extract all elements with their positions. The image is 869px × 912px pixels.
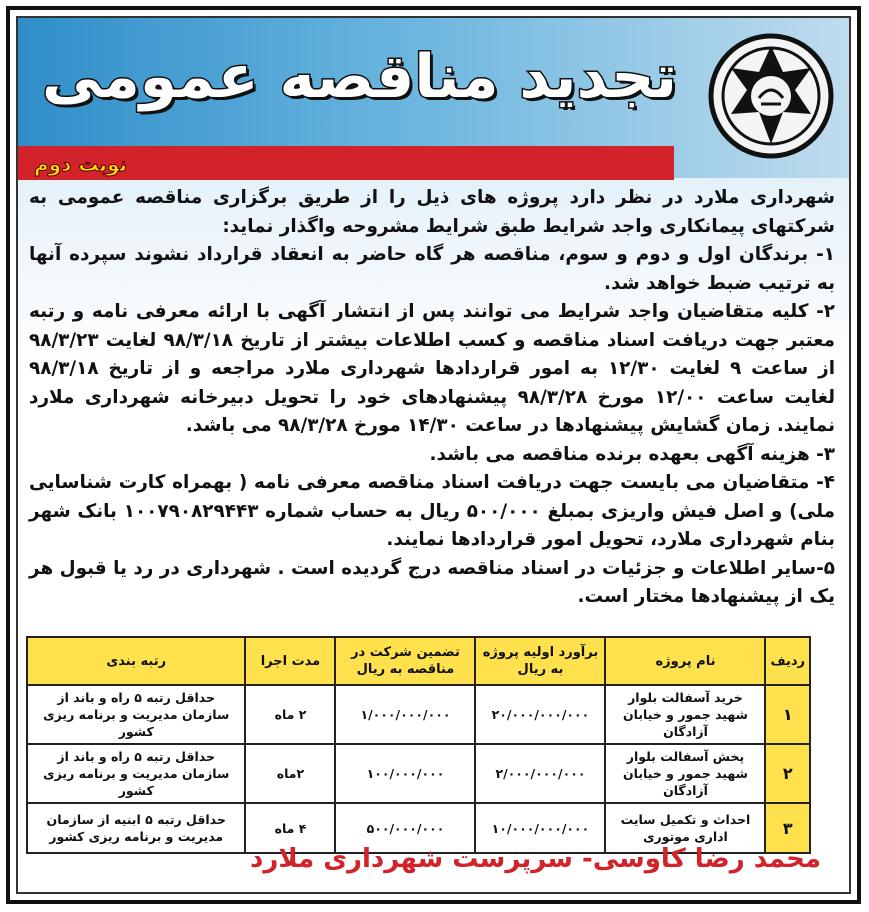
header-guarantee: تضمین شرکت در مناقصه به ریال (335, 637, 475, 685)
round-badge: نوبت دوم (24, 150, 137, 178)
row-index: ۲ (765, 744, 810, 803)
table-row (27, 685, 810, 744)
page-title: تجدید مناقصه عمومی (41, 42, 677, 112)
header-estimate: برآورد اولیه پروژه به ریال (475, 637, 605, 685)
project-rank: حداقل رتبه ۵ ابنیه از سازمان مدیریت و برنامه ریزی کشور (27, 803, 245, 853)
project-rank: حداقل رتبه ۵ راه و باند از سازمان مدیریت و برنامه ریزی کشور (27, 744, 245, 803)
project-guarantee: ۱/۰۰۰/۰۰۰/۰۰۰ (335, 685, 475, 744)
project-guarantee: ۱۰۰/۰۰۰/۰۰۰ (335, 744, 475, 803)
clause-3: ۳- هزینه آگهی بعهده برنده مناقصه می باشد. (429, 443, 835, 465)
header-index: ردیف (765, 637, 810, 685)
table-header-row (27, 637, 810, 685)
project-name: پخش آسفالت بلوار شهید جمور و خیابان آزادگان (605, 744, 765, 803)
clause-2: ۲- کلیه متقاضیان واجد شرایط می توانند پس از انتشار آگهی با ارائه معرفی نامه و رتبه معتبر جهت دریافت اسناد مناقصه و کسب اطلاعات بیشتر از تاریخ ۹۸/۳/۱۸ لغایت ۹۸/۳/۲۳ از ساعت ۹ لغایت ۱۲/۳۰ به امور قراردادها شهرداری ملارد مراجعه و از تاریخ ۹۸/۳/۱۸ لغایت ساعت ۱۲/۰۰ مورخ ۹۸/۳/۲۸ پیشنهادهای خود را تحویل دبیرخانه شهرداری ملارد نمایند. زمان گشایش پیشنهادها در ساعت ۱۴/۳۰ مورخ ۹۸/۳/۲۸ می باشد. (29, 301, 836, 436)
project-duration: ۲ماه (245, 744, 335, 803)
project-name: خرید آسفالت بلوار شهید جمور و خیابان آزادگان (605, 685, 765, 744)
projects-table (26, 636, 811, 854)
intro-text: شهرداری ملارد در نظر دارد پروژه های ذیل را از طریق برگزاری مناقصه عمومی به شرکتهای پیمانکاری واجد شرایط طبق شرایط مشروحه واگذار نماید: (29, 187, 835, 237)
project-estimate: ۱۰/۰۰۰/۰۰۰/۰۰۰ (475, 803, 605, 853)
signature: محمد رضا کاوسی- سرپرست شهرداری ملارد (250, 844, 821, 874)
project-guarantee: ۵۰۰/۰۰۰/۰۰۰ (335, 803, 475, 853)
row-index: ۱ (765, 685, 810, 744)
ad-body (29, 184, 835, 612)
project-estimate: ۲/۰۰۰/۰۰۰/۰۰۰ (475, 744, 605, 803)
ad-panel (16, 16, 851, 894)
clause-1: ۱- برندگان اول و دوم و سوم، مناقصه هر گاه حاضر به انعقاد قرارداد نشوند سپرده آنها به ترتیب ضبط خواهد شد. (29, 244, 835, 294)
project-name: احداث و تکمیل سایت اداری موتوری (605, 803, 765, 853)
project-duration: ۴ ماه (245, 803, 335, 853)
row-index: ۳ (765, 803, 810, 853)
header-rank: رتبه بندی (27, 637, 245, 685)
clause-5: ۵-سایر اطلاعات و جزئیات در اسناد مناقصه درج گردیده است . شهرداری در رد یا قبول هر یک از پیشنهادها مختار است. (29, 557, 835, 607)
clause-4: ۴- متقاضیان می بایست جهت دریافت اسناد مناقصه معرفی نامه ( بهمراه کارت شناسایی ملی) و اصل فیش واریزی بمبلغ ۵۰۰/۰۰۰ ریال به حساب شماره ۱۰۰۷۹۰۸۲۹۴۴۳ بانک شهر بنام شهرداری ملارد، تحویل امور قراردادها نمایند. (29, 472, 835, 550)
table-row (27, 744, 810, 803)
header-project: نام پروژه (605, 637, 765, 685)
municipality-emblem-icon (707, 32, 835, 160)
header-duration: مدت اجرا (245, 637, 335, 685)
project-estimate: ۲۰/۰۰۰/۰۰۰/۰۰۰ (475, 685, 605, 744)
project-rank: حداقل رتبه ۵ راه و باند از سازمان مدیریت و برنامه ریزی کشور (27, 685, 245, 744)
project-duration: ۲ ماه (245, 685, 335, 744)
